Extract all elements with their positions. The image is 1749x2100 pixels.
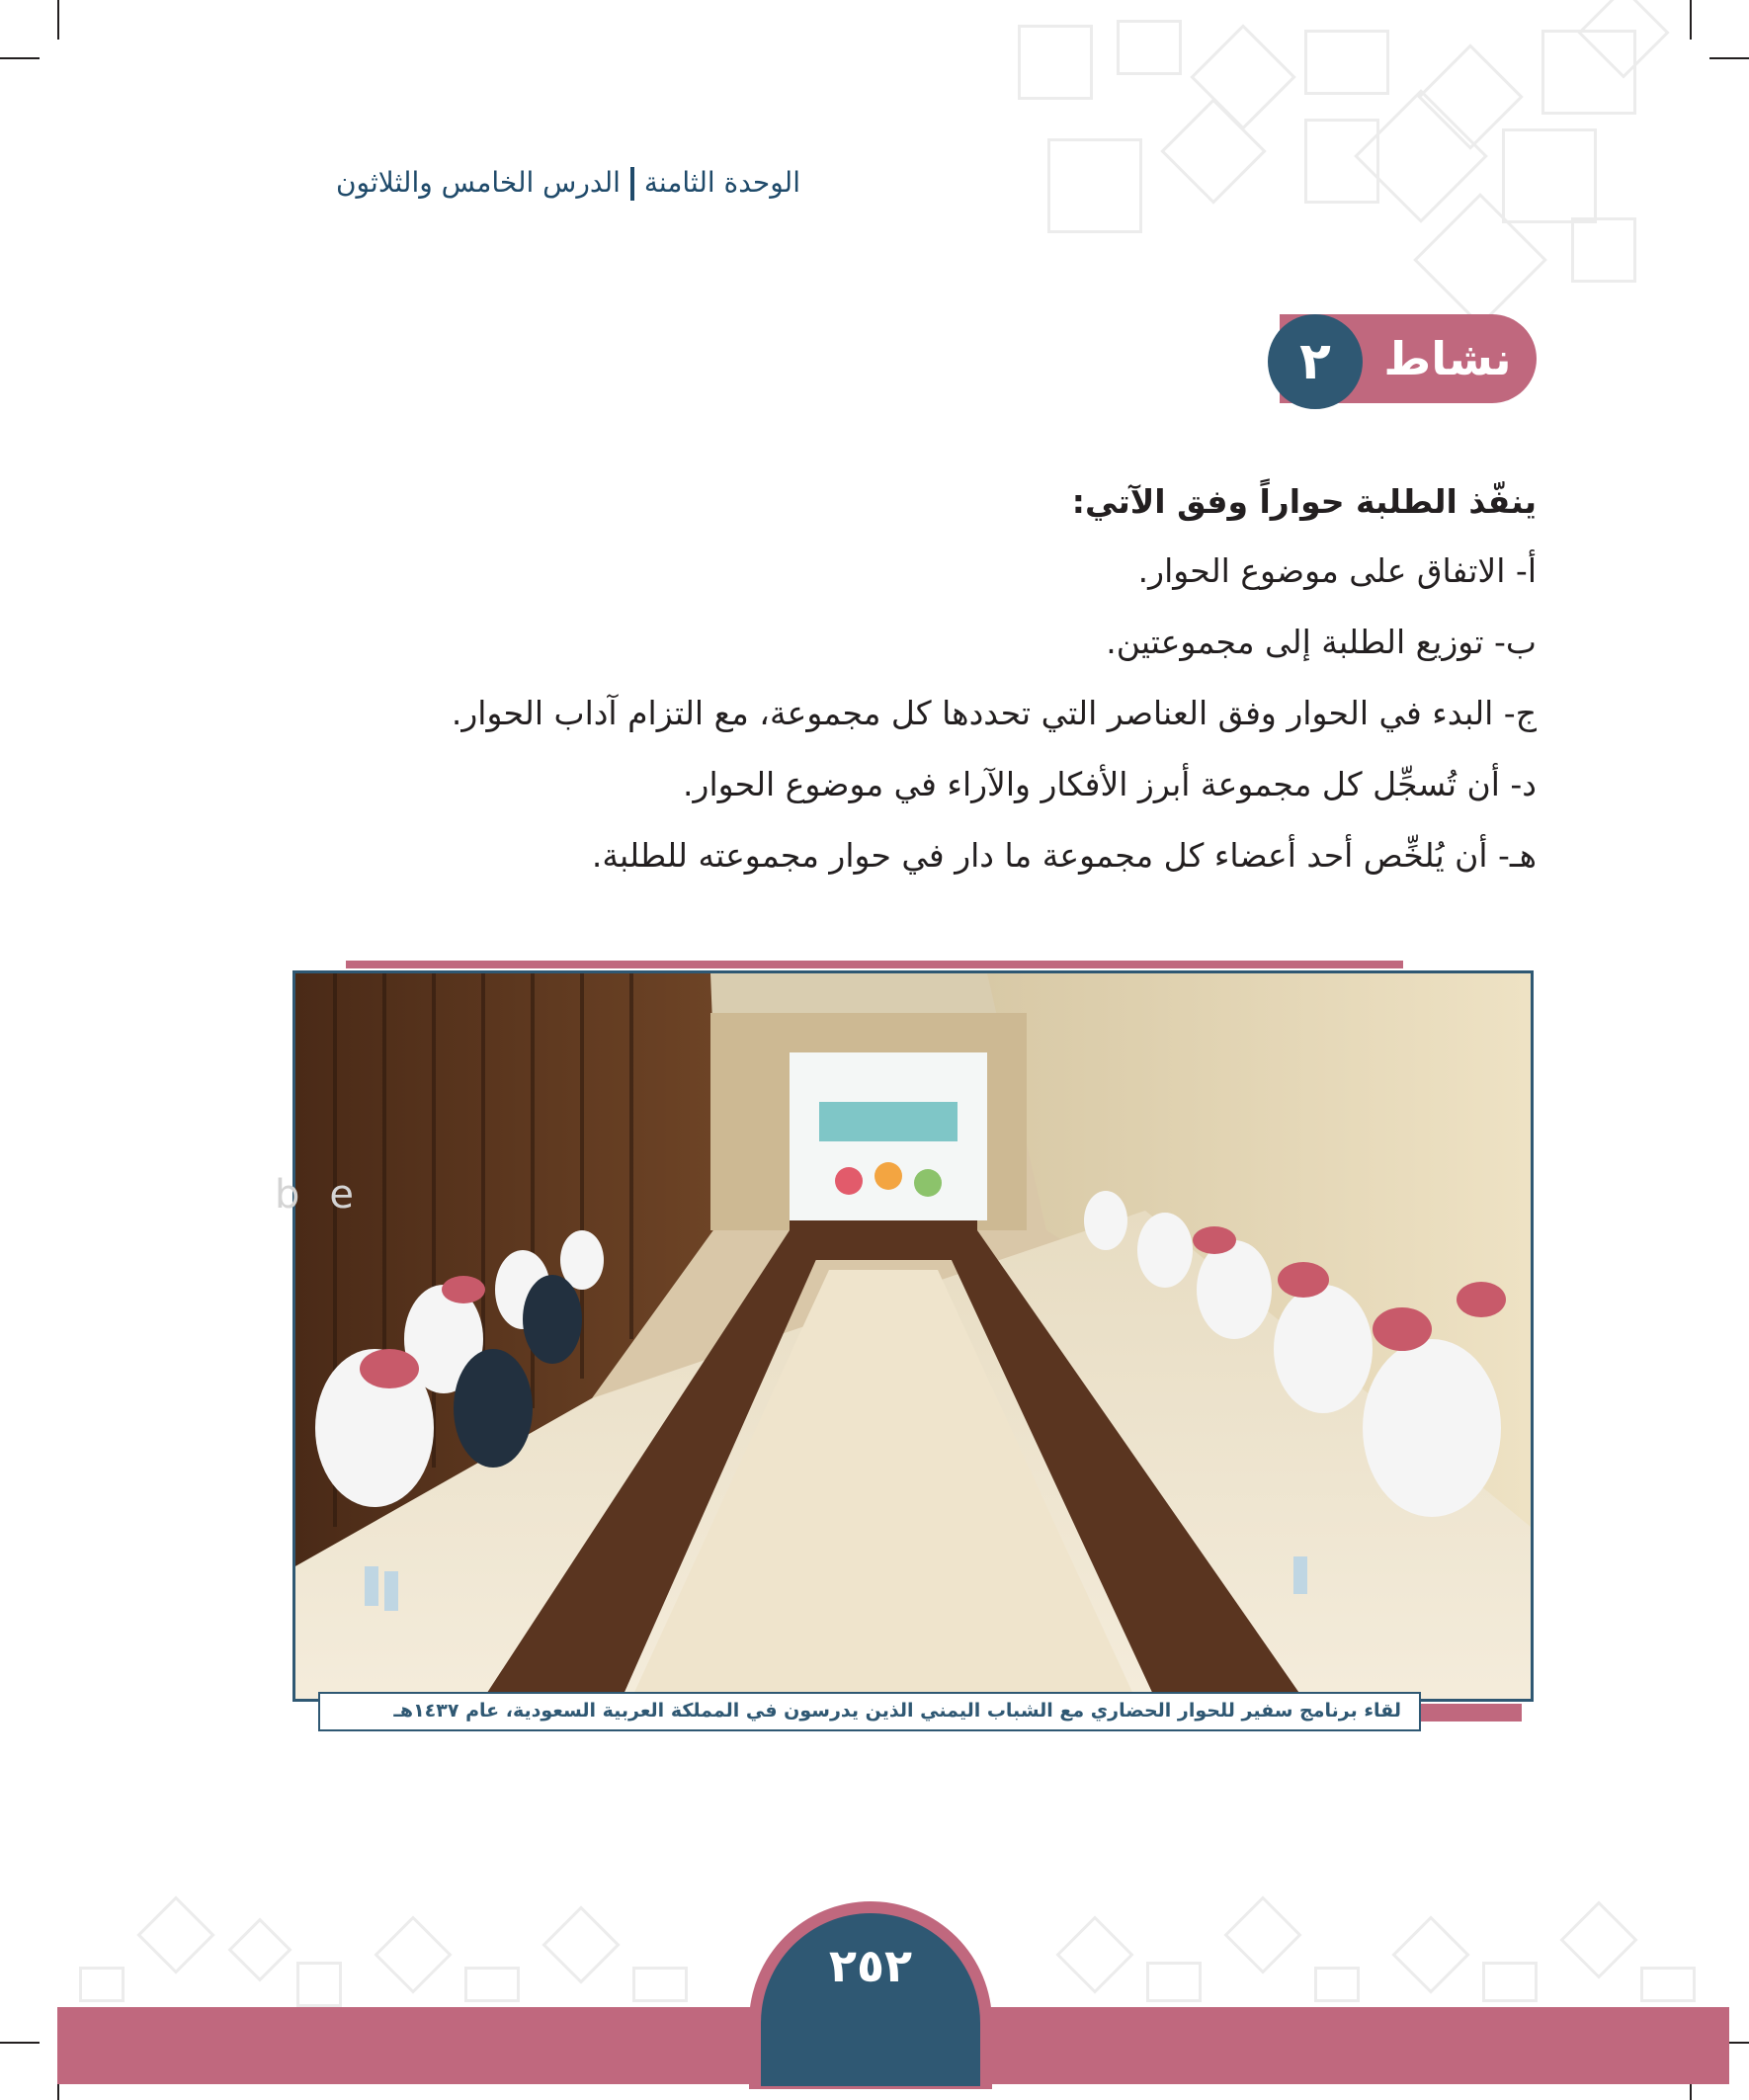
page-number: ٢٥٢ [828,1939,913,1992]
instruction-item: هـ- أن يُلخِّص أحد أعضاء كل مجموعة ما دار في حوار مجموعته للطلبة. [591,836,1537,875]
meeting-photo [292,970,1534,1702]
photo-accent-bar [346,961,1403,968]
crop-mark [1690,0,1692,40]
instruction-item: أ- الاتفاق على موضوع الحوار. [1137,551,1537,590]
instruction-item: ب- توزيع الطلبة إلى مجموعتين. [1106,623,1537,661]
photo-caption: لقاء برنامج سفير للحوار الحضاري مع الشباب اليمني الذين يدرسون في المملكة العربية السعودية، عام ١٤٣٧هـ [318,1692,1421,1731]
crop-mark [0,57,40,59]
crop-mark [1709,57,1749,59]
page-header [277,166,800,201]
instruction-item: د- أن تُسجِّل كل مجموعة أبرز الأفكار والآراء في موضوع الحوار. [683,765,1537,803]
crop-mark [0,2042,40,2044]
instructions-intro: ينفّذ الطلبة حواراً وفق الآتي: [1071,482,1537,521]
unit-title: الوحدة الثامنة [643,166,800,199]
meeting-photo-illustration [295,973,1531,1699]
header-divider [630,167,634,201]
watermark-text: be [275,1172,383,1218]
activity-number: ٢ [1268,314,1363,409]
instruction-item: ج- البدء في الحوار وفق العناصر التي تحددها كل مجموعة، مع التزام آداب الحوار. [451,694,1537,732]
activity-label: نشاط [1383,332,1512,385]
crop-mark [57,0,59,40]
lesson-title: الدرس الخامس والثلاثون [335,166,621,199]
